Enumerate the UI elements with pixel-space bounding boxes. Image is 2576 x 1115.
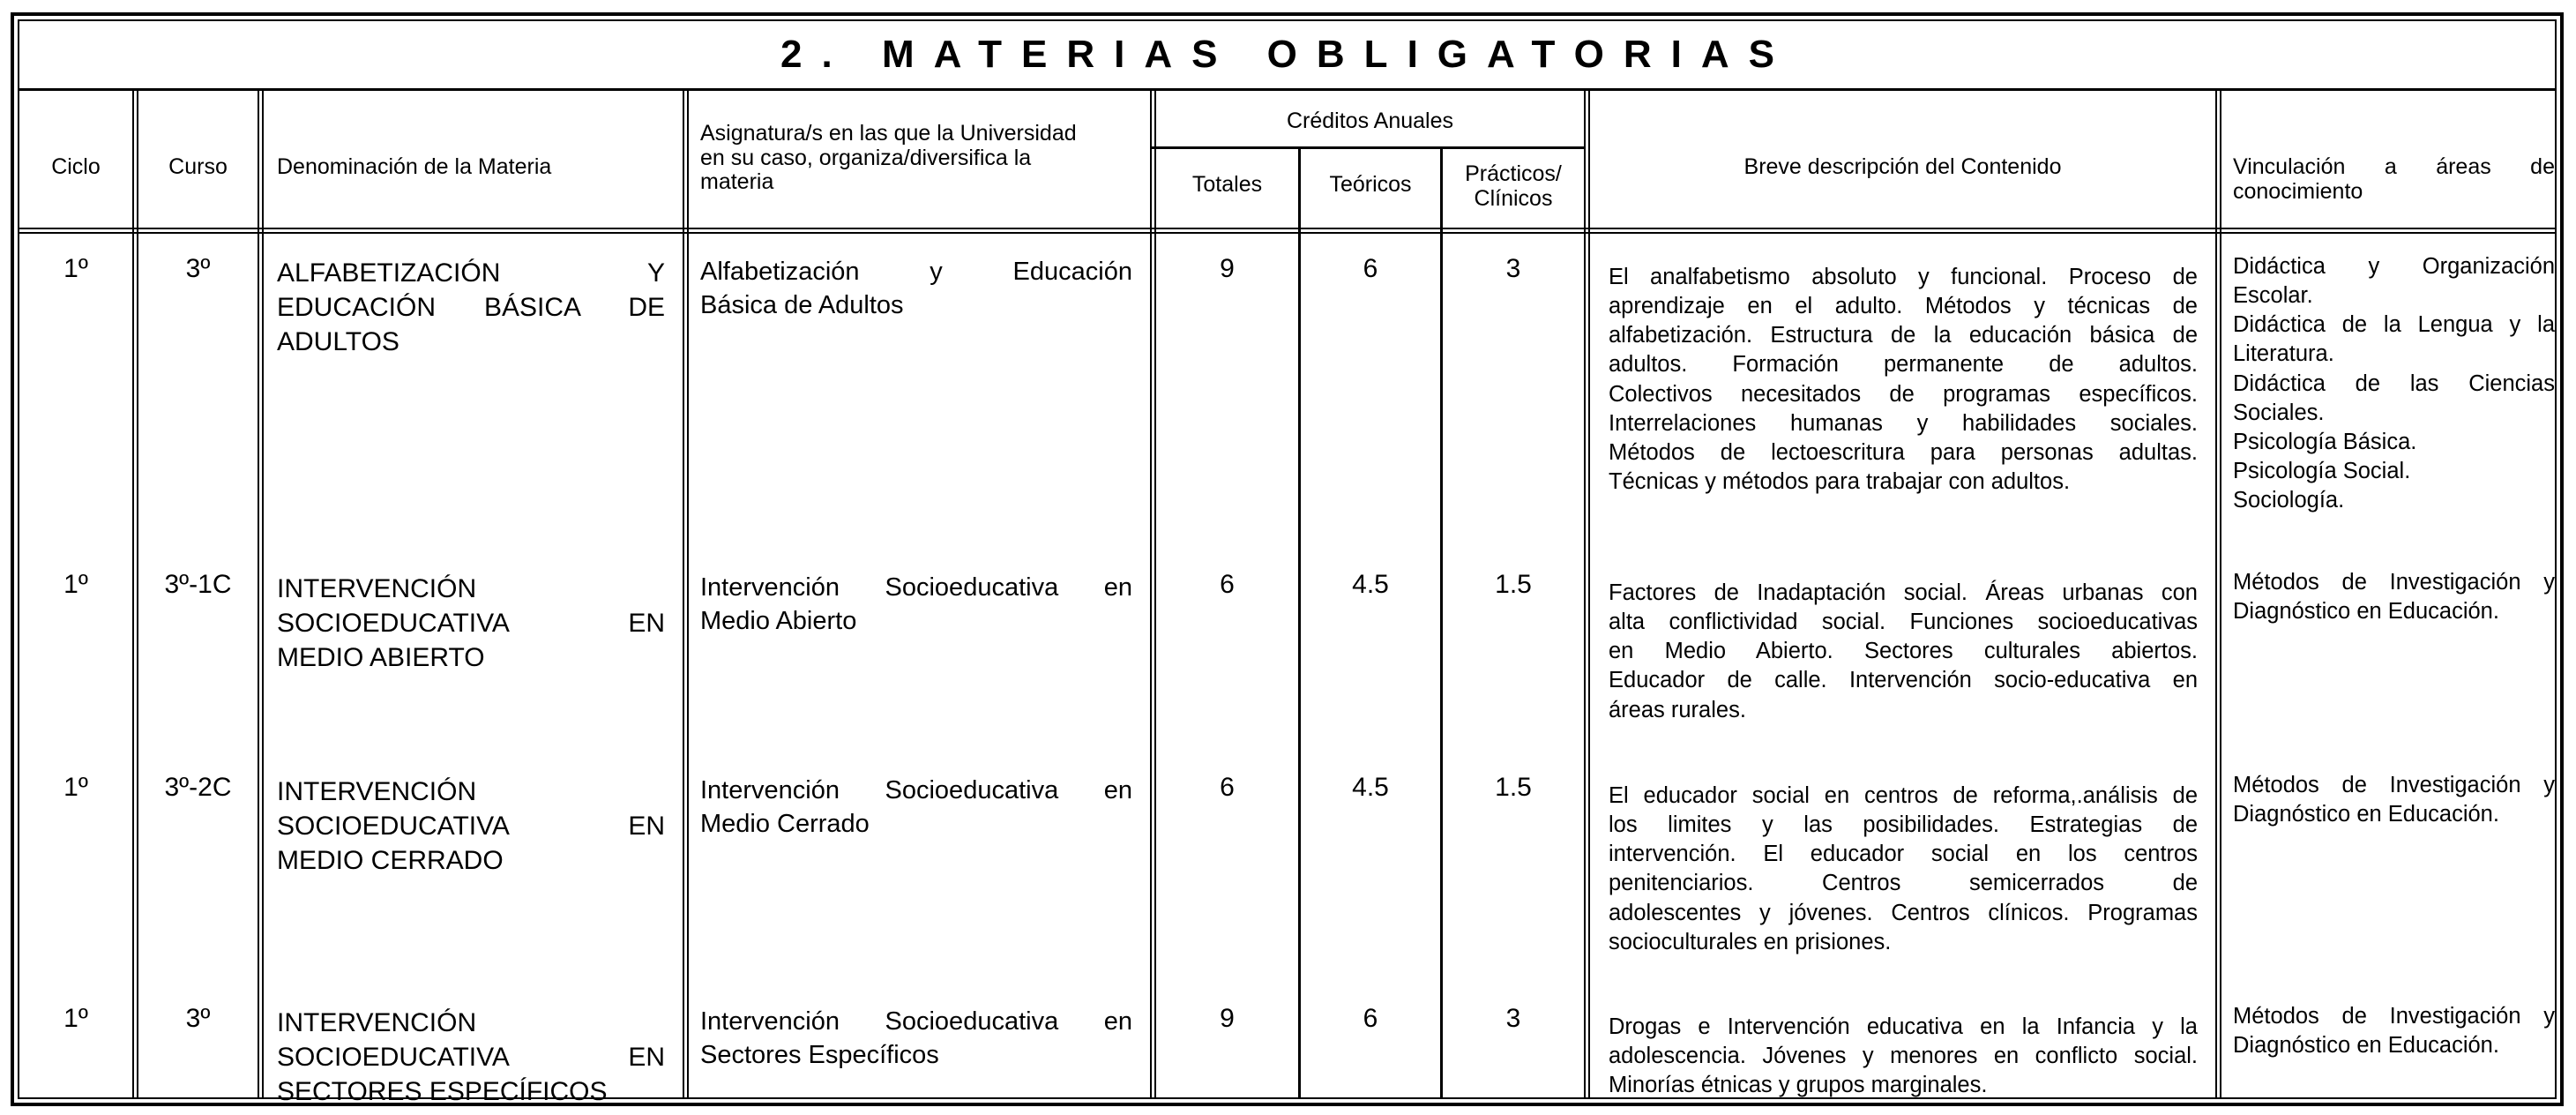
teoricos-cell: 6: [1363, 1004, 1378, 1033]
text-line: alfabetización. Estructura de la educación básica de: [1609, 323, 2198, 348]
text-line: Escolar.: [2233, 283, 2313, 309]
teoricos-cell: 6: [1363, 254, 1378, 283]
text-line: Sociología.: [2233, 488, 2345, 513]
text-line: Medio Abierto: [700, 606, 857, 635]
teoricos-cell: 4.5: [1352, 773, 1389, 802]
header-bottom-line: [19, 228, 2555, 234]
text-line: Drogas e Intervención educativa en la Infancia y la: [1609, 1014, 2198, 1039]
totales-cell: 9: [1220, 1004, 1235, 1033]
ciclo-cell: 1º: [63, 773, 88, 802]
practicos-cell: 1.5: [1495, 570, 1532, 599]
header-totales: Totales: [1191, 172, 1263, 197]
text-line: Básica de Adultos: [700, 290, 904, 319]
curso-cell: 3º: [185, 254, 211, 283]
header-vinculacion-line: conocimiento: [2233, 178, 2363, 204]
descripcion-cell: [1609, 1013, 2198, 1100]
text-line: adolescencia. Jóvenes y menores en conflicto social.: [1609, 1044, 2198, 1069]
text-line: INTERVENCIÓN: [277, 574, 477, 603]
header-asignatura-line: Asignatura/s en las que la Universidad: [700, 121, 1077, 146]
ciclo-cell: 1º: [63, 254, 88, 283]
curso-cell: 3º: [185, 1004, 211, 1033]
text-line: SOCIOEDUCATIVA EN: [277, 1043, 665, 1072]
text-line: áreas rurales.: [1609, 697, 1746, 722]
text-line: aprendizaje en el adulto. Métodos y técnicas de: [1609, 294, 2198, 319]
column-divider: [683, 88, 689, 1097]
ciclo-cell: 1º: [63, 1004, 88, 1033]
areas-cell: [2233, 771, 2555, 829]
text-line: en Medio Abierto. Sectores culturales abiertos.: [1609, 639, 2198, 664]
text-line: Diagnóstico en Educación.: [2233, 1033, 2499, 1059]
header-vinculacion: [2233, 155, 2555, 204]
text-line: Factores de Inadaptación social. Áreas urbanas con: [1609, 580, 2198, 605]
text-line: Diagnóstico en Educación.: [2233, 802, 2499, 827]
column-divider: [258, 88, 264, 1097]
asignatura-cell: [700, 572, 1132, 638]
text-line: EDUCACIÓN BÁSICA DE: [277, 293, 665, 322]
practicos-cell: 3: [1505, 1004, 1521, 1033]
totales-cell: 9: [1220, 254, 1235, 283]
practicos-cell: 1.5: [1495, 773, 1532, 802]
text-line: SECTORES ESPECÍFICOS: [277, 1077, 608, 1106]
text-line: socioculturales en prisiones.: [1609, 929, 1892, 954]
header-asignatura-line: en su caso, organiza/diversifica la: [700, 145, 1032, 170]
text-line: Diagnóstico en Educación.: [2233, 599, 2499, 625]
header-vinculacion-line: Vinculación a áreas de: [2233, 154, 2555, 179]
text-line: Intervención Socioeducativa en: [700, 573, 1132, 602]
column-divider: [1440, 146, 1443, 1097]
text-line: SOCIOEDUCATIVA EN: [277, 609, 665, 638]
column-divider: [132, 88, 138, 1097]
header-creditos: Créditos Anuales: [1286, 109, 1453, 133]
areas-cell: [2233, 1002, 2555, 1060]
materia-cell: [277, 572, 665, 675]
text-line: Sociales.: [2233, 400, 2325, 425]
asignatura-cell: [700, 256, 1132, 322]
text-line: Psicología Social.: [2233, 458, 2411, 483]
header-descripcion: Breve descripción del Contenido: [1743, 154, 2062, 179]
descripcion-cell: [1609, 263, 2198, 497]
header-practicos-line: Clínicos: [1474, 185, 1553, 211]
text-line: INTERVENCIÓN: [277, 777, 477, 806]
text-line: Literatura.: [2233, 341, 2334, 367]
page-title: 2. MATERIAS OBLIGATORIAS: [19, 21, 2555, 91]
text-line: Medio Cerrado: [700, 809, 870, 838]
column-divider: [1150, 88, 1156, 1097]
descripcion-cell: [1609, 579, 2198, 725]
materia-cell: [277, 1006, 665, 1109]
header-asignatura-line: materia: [700, 169, 774, 194]
totales-cell: 6: [1220, 570, 1235, 599]
text-line: Técnicas y métodos para trabajar con adultos.: [1609, 468, 2071, 494]
text-line: Alfabetización y Educación: [700, 258, 1132, 286]
teoricos-cell: 4.5: [1352, 570, 1389, 599]
text-line: El educador social en centros de reforma,.análisis de: [1609, 783, 2198, 808]
column-divider: [1584, 88, 1590, 1097]
text-line: ADULTOS: [277, 327, 399, 356]
text-line: Métodos de Investigación y: [2233, 1004, 2555, 1029]
text-line: Didáctica y Organización: [2233, 254, 2555, 279]
text-line: ALFABETIZACIÓN Y: [277, 258, 665, 288]
text-line: Métodos de Investigación y: [2233, 773, 2555, 797]
header-curso: Curso: [168, 154, 228, 179]
curso-cell: 3º-2C: [164, 773, 232, 802]
header-denominacion: Denominación de la Materia: [277, 154, 552, 179]
text-line: Didáctica de las Ciencias: [2233, 370, 2555, 396]
column-divider: [1298, 146, 1301, 1097]
text-line: SOCIOEDUCATIVA EN: [277, 812, 665, 841]
text-line: adultos. Formación permanente de adultos.: [1609, 352, 2198, 378]
materia-cell: [277, 775, 665, 878]
text-line: Colectivos necesitados de programas específicos.: [1609, 381, 2198, 407]
header-asignatura: [700, 122, 1132, 195]
text-line: los limites y las posibilidades. Estrategias de: [1609, 812, 2198, 838]
text-line: penitenciarios. Centros semicerrados de: [1609, 871, 2198, 896]
totales-cell: 6: [1220, 773, 1235, 802]
areas-cell: [2233, 252, 2555, 515]
text-line: MEDIO CERRADO: [277, 846, 504, 875]
text-line: Didáctica de la Lengua y la: [2233, 312, 2555, 338]
header-practicos: [1443, 162, 1584, 211]
text-line: intervención. El educador social en los centros: [1609, 842, 2198, 867]
ciclo-cell: 1º: [63, 570, 88, 599]
header-practicos-line: Prácticos/: [1465, 161, 1562, 186]
document-frame: [11, 12, 2564, 1106]
header-teoricos: Teóricos: [1329, 172, 1412, 197]
materia-cell: [277, 256, 665, 359]
text-line: adolescentes y jóvenes. Centros clínicos. Programas: [1609, 900, 2198, 925]
practicos-cell: 3: [1505, 254, 1521, 283]
table: [18, 19, 2557, 1106]
text-line: Intervención Socioeducativa en: [700, 776, 1132, 804]
asignatura-cell: [700, 775, 1132, 841]
text-line: INTERVENCIÓN: [277, 1008, 477, 1037]
text-line: Minorías étnicas y grupos marginales.: [1609, 1073, 1988, 1098]
asignatura-cell: [700, 1006, 1132, 1072]
credits-subheader-line: [1150, 146, 1584, 149]
text-line: Sectores Específicos: [700, 1040, 939, 1069]
text-line: El analfabetismo absoluto y funcional. Proceso de: [1609, 265, 2198, 289]
text-line: Psicología Básica.: [2233, 429, 2417, 454]
text-line: Intervención Socioeducativa en: [700, 1007, 1132, 1036]
descripcion-cell: [1609, 782, 2198, 957]
text-line: Métodos de Investigación y: [2233, 570, 2555, 595]
text-line: Interrelaciones humanas y habilidades sociales.: [1609, 410, 2198, 436]
text-line: alta conflictividad social. Funciones socioeducativas: [1609, 610, 2198, 635]
areas-cell: [2233, 568, 2555, 626]
column-divider: [2215, 88, 2221, 1097]
text-line: Métodos de lectoescritura para personas adultas.: [1609, 439, 2198, 465]
text-line: Educador de calle. Intervención socio-educativa en: [1609, 668, 2198, 693]
text-line: MEDIO ABIERTO: [277, 643, 485, 672]
curso-cell: 3º-1C: [164, 570, 232, 599]
header-ciclo: Ciclo: [51, 154, 101, 179]
